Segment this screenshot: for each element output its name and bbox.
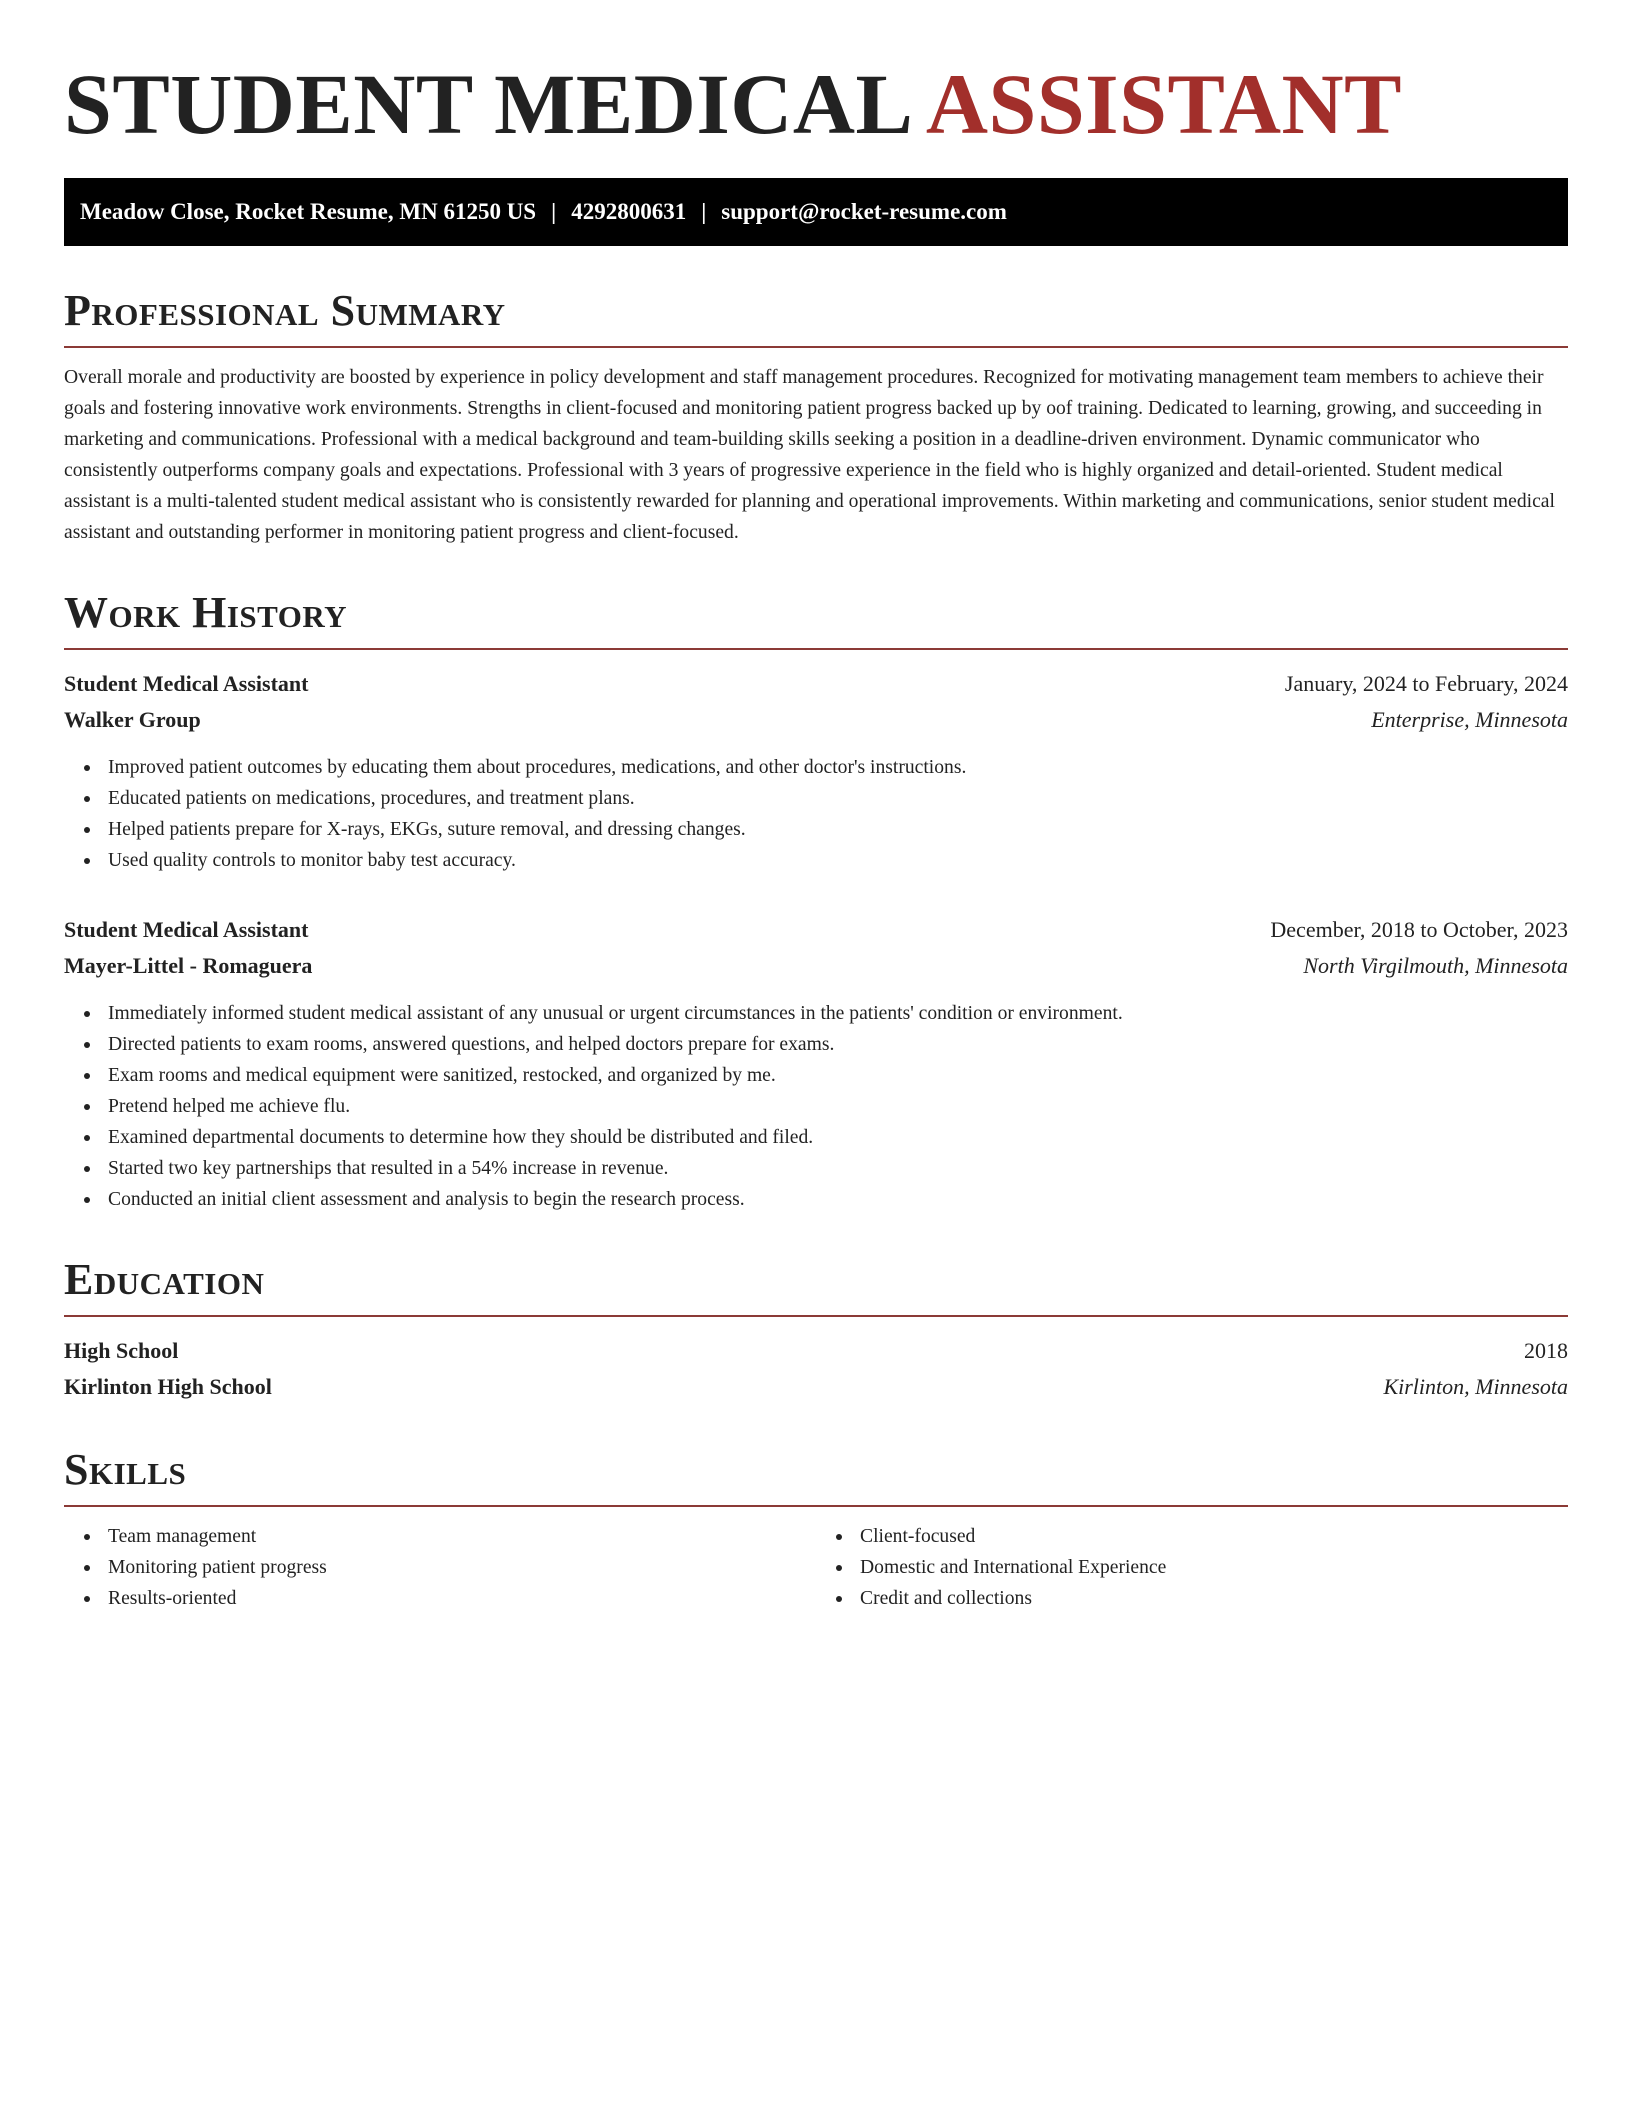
skill-item: Credit and collections [860,1583,1568,1614]
job-company-row [64,702,1568,738]
education-title: Education [64,1255,1568,1317]
job-bullet: Improved patient outcomes by educating them about procedures, medications, and other doctor's instructions. [108,752,1568,783]
resume-name [64,56,1568,152]
job-location: Enterprise, Minnesota [1371,707,1568,732]
work-history-title: Work History [64,588,1568,650]
job-bullet: Used quality controls to monitor baby test accuracy. [108,845,1568,876]
job-bullet: Directed patients to exam rooms, answered questions, and helped doctors prepare for exams. [108,1029,1568,1060]
job-entry [64,666,1568,876]
skills-grid [64,1521,1568,1614]
job-bullet: Started two key partnerships that resulted in a 54% increase in revenue. [108,1153,1568,1184]
education-school-row [64,1369,1568,1405]
job-bullets [64,752,1568,876]
education-location: Kirlinton, Minnesota [1383,1374,1568,1399]
contact-email: support@rocket-resume.com [721,199,1007,224]
job-bullet: Examined departmental documents to determine how they should be distributed and filed. [108,1122,1568,1153]
education-school: Kirlinton High School [64,1374,272,1399]
education-degree: High School [64,1338,179,1363]
job-bullets [64,998,1568,1215]
job-bullet: Exam rooms and medical equipment were sanitized, restocked, and organized by me. [108,1060,1568,1091]
job-location: North Virgilmouth, Minnesota [1303,953,1568,978]
education-entry [64,1333,1568,1405]
summary-section [64,286,1568,548]
job-bullet: Pretend helped me achieve flu. [108,1091,1568,1122]
job-company: Walker Group [64,707,201,732]
skill-item: Domestic and International Experience [860,1552,1568,1583]
skills-section [64,1445,1568,1614]
job-position: Student Medical Assistant [64,671,309,696]
skill-item: Team management [108,1521,816,1552]
education-year: 2018 [1524,1338,1568,1363]
summary-title: Professional Summary [64,286,1568,348]
skill-item: Monitoring patient progress [108,1552,816,1583]
job-bullet: Conducted an initial client assessment and analysis to begin the research process. [108,1184,1568,1215]
job-bullet: Educated patients on medications, procedures, and treatment plans. [108,783,1568,814]
job-company-row [64,948,1568,984]
job-header-row [64,666,1568,702]
skills-list-right [816,1521,1568,1614]
name-accent: ASSISTANT [925,56,1403,152]
contact-separator: | [701,199,707,224]
job-position: Student Medical Assistant [64,917,309,942]
job-entry [64,912,1568,1215]
skill-item: Client-focused [860,1521,1568,1552]
work-history-section [64,588,1568,1215]
education-header-row [64,1333,1568,1369]
contact-phone: 4292800631 [571,199,687,224]
job-bullet: Helped patients prepare for X-rays, EKGs, suture removal, and dressing changes. [108,814,1568,845]
contact-bar [64,178,1568,246]
contact-separator: | [551,199,557,224]
summary-text: Overall morale and productivity are boosted by experience in policy development and staff management procedures. Recognized for motivating management team members to achieve their goals and fostering innovative work environments. Strengths in client-focused and monitoring patient progress backed up by oof training. Dedicated to learning, growing, and succeeding in marketing and communications. Professional with a medical background and team-building skills seeking a position in a deadline-driven environment. Dynamic communicator who consistently outperforms company goals and expectations. Professional with 3 years of progressive experience in the field who is highly organized and detail-oriented. Student medical assistant is a multi-talented student medical assistant who is consistently rewarded for planning and operational improvements. Within marketing and communications, senior student medical assistant and outstanding performer in monitoring patient progress and client-focused. [64,367,1555,543]
job-header-row [64,912,1568,948]
name-main: STUDENT MEDICAL [64,56,909,152]
job-dates: December, 2018 to October, 2023 [1270,917,1568,942]
skill-item: Results-oriented [108,1583,816,1614]
skills-title: Skills [64,1445,1568,1507]
job-company: Mayer-Littel - Romaguera [64,953,313,978]
job-dates: January, 2024 to February, 2024 [1284,671,1568,696]
skills-list-left [64,1521,816,1614]
job-bullet: Immediately informed student medical assistant of any unusual or urgent circumstances in the patients' condition or environment. [108,998,1568,1029]
education-section [64,1255,1568,1405]
contact-address: Meadow Close, Rocket Resume, MN 61250 US [80,199,537,224]
